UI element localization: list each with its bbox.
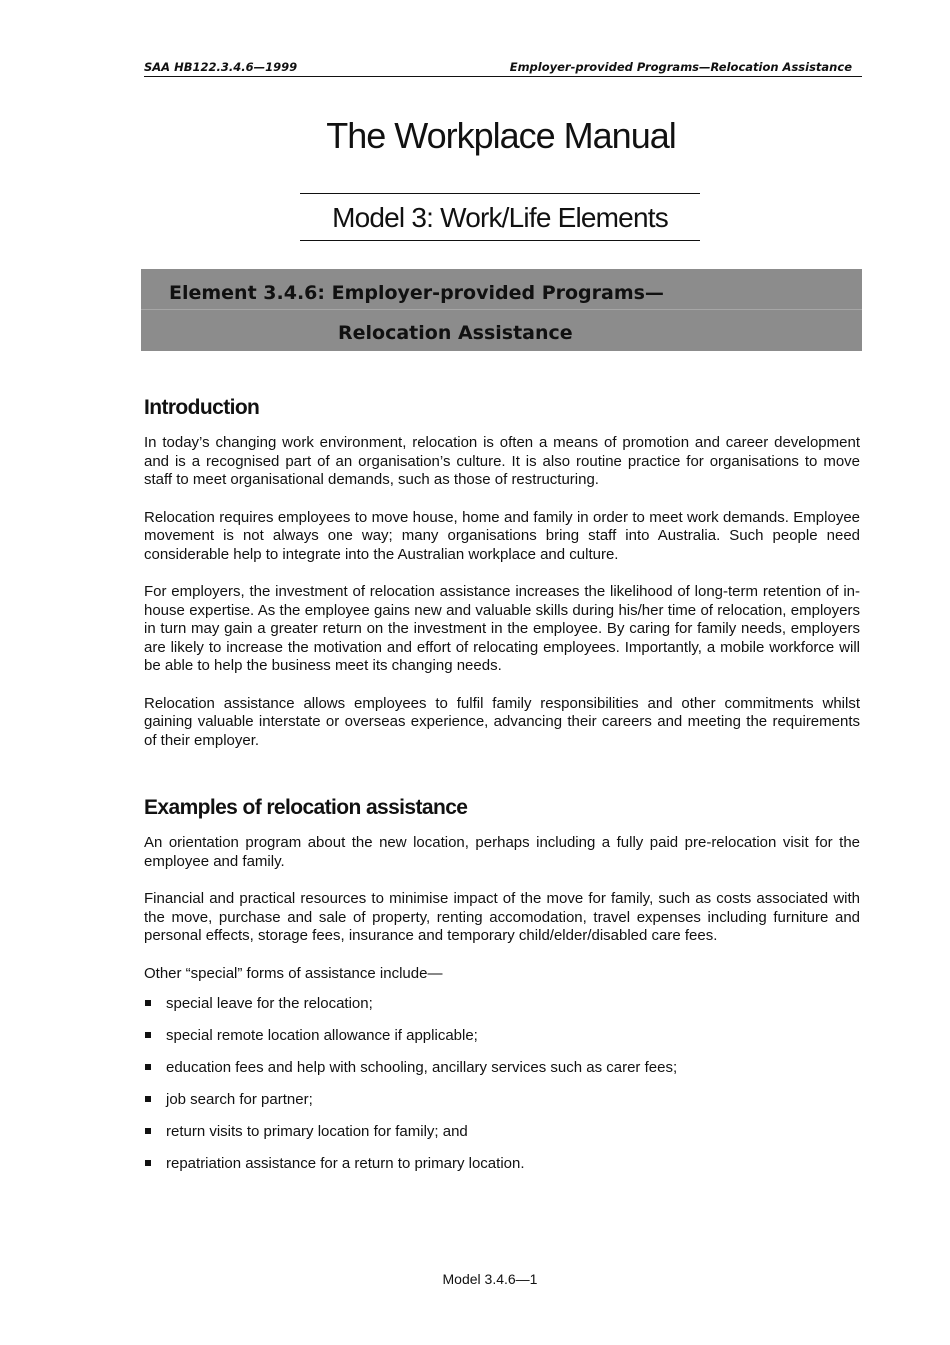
examples-heading: Examples of relocation assistance: [144, 796, 468, 819]
model-title: Model 3: Work/Life Elements: [332, 202, 668, 233]
banner-divider: [141, 309, 862, 310]
list-item-text: repatriation assistance for a return to primary location.: [166, 1155, 525, 1172]
introduction-heading: Introduction: [144, 396, 260, 419]
list-item-text: special remote location allowance if applicable;: [166, 1027, 478, 1044]
element-title-line-2: Relocation Assistance: [338, 322, 573, 344]
square-bullet-icon: [145, 1000, 151, 1006]
list-item: [144, 1123, 860, 1142]
examples-paragraph: Financial and practical resources to minimise impact of the move for family, such as costs associated with the move, purchase and sale of property, renting accomodation, travel expenses including furniture and personal effects, storage fees, insurance and temporary child/elder/disabled care fees.: [144, 890, 860, 944]
special-assistance-list: [144, 995, 860, 1174]
square-bullet-icon: [145, 1160, 151, 1166]
element-title-line-1: Element 3.4.6: Employer-provided Programs—: [169, 282, 664, 304]
square-bullet-icon: [145, 1064, 151, 1070]
title-rule-bottom: [300, 240, 700, 241]
list-item-text: job search for partner;: [166, 1091, 313, 1108]
list-item: [144, 1091, 860, 1110]
examples-section: [144, 795, 860, 1174]
title-rule-top: [300, 193, 700, 194]
page-number: Model 3.4.6—1: [442, 1271, 538, 1287]
element-banner: [141, 269, 862, 351]
section-reference: Employer-provided Programs—Relocation Assistance: [509, 60, 852, 74]
introduction-paragraph: In today’s changing work environment, relocation is often a means of promotion and career development and is a recognised part of an organisation’s culture. It is also routine practice for organisations to move staff to meet organisational demands, such as those of restructuring.: [144, 434, 860, 488]
list-item: [144, 1155, 860, 1174]
document-title: The Workplace Manual: [326, 115, 676, 156]
introduction-paragraph: Relocation assistance allows employees to fulfil family responsibilities and other commitments whilst gaining valuable interstate or overseas experience, advancing their careers and meeting the requirements of their employer.: [144, 694, 860, 749]
introduction-section: [144, 395, 860, 750]
square-bullet-icon: [145, 1032, 151, 1038]
standard-reference: SAA HB122.3.4.6—1999: [144, 60, 298, 74]
introduction-paragraph: Relocation requires employees to move house, home and family in order to meet work demands. Employee movement is not always one way; many organisations bring staff into Australia. Such people need considerable help to integrate into the Australian workplace and culture.: [144, 508, 860, 563]
running-header: [144, 58, 862, 77]
list-item-text: special leave for the relocation;: [166, 995, 373, 1012]
main-content: [144, 395, 860, 1187]
list-item-text: return visits to primary location for family; and: [166, 1123, 468, 1140]
square-bullet-icon: [145, 1096, 151, 1102]
special-forms-lead-in: Other “special” forms of assistance include—: [144, 964, 443, 982]
introduction-paragraph: For employers, the investment of relocation assistance increases the likelihood of long-term retention of in-house expertise. As the employee gains new and valuable skills during his/her time of relocation, employers in turn may gain a greater return on the investment in the employee. By caring for family needs, employers are likely to increase the motivation and effort of relocating employees. Importantly, a mobile workforce will be able to help the business meet its changing needs.: [144, 583, 860, 674]
list-item-text: education fees and help with schooling, ancillary services such as carer fees;: [166, 1059, 678, 1076]
examples-paragraph: An orientation program about the new location, perhaps including a fully paid pre-relocation visit for the employee and family.: [144, 834, 860, 870]
list-item: [144, 1059, 860, 1078]
list-item: [144, 1027, 860, 1046]
list-item: [144, 995, 860, 1014]
square-bullet-icon: [145, 1128, 151, 1134]
